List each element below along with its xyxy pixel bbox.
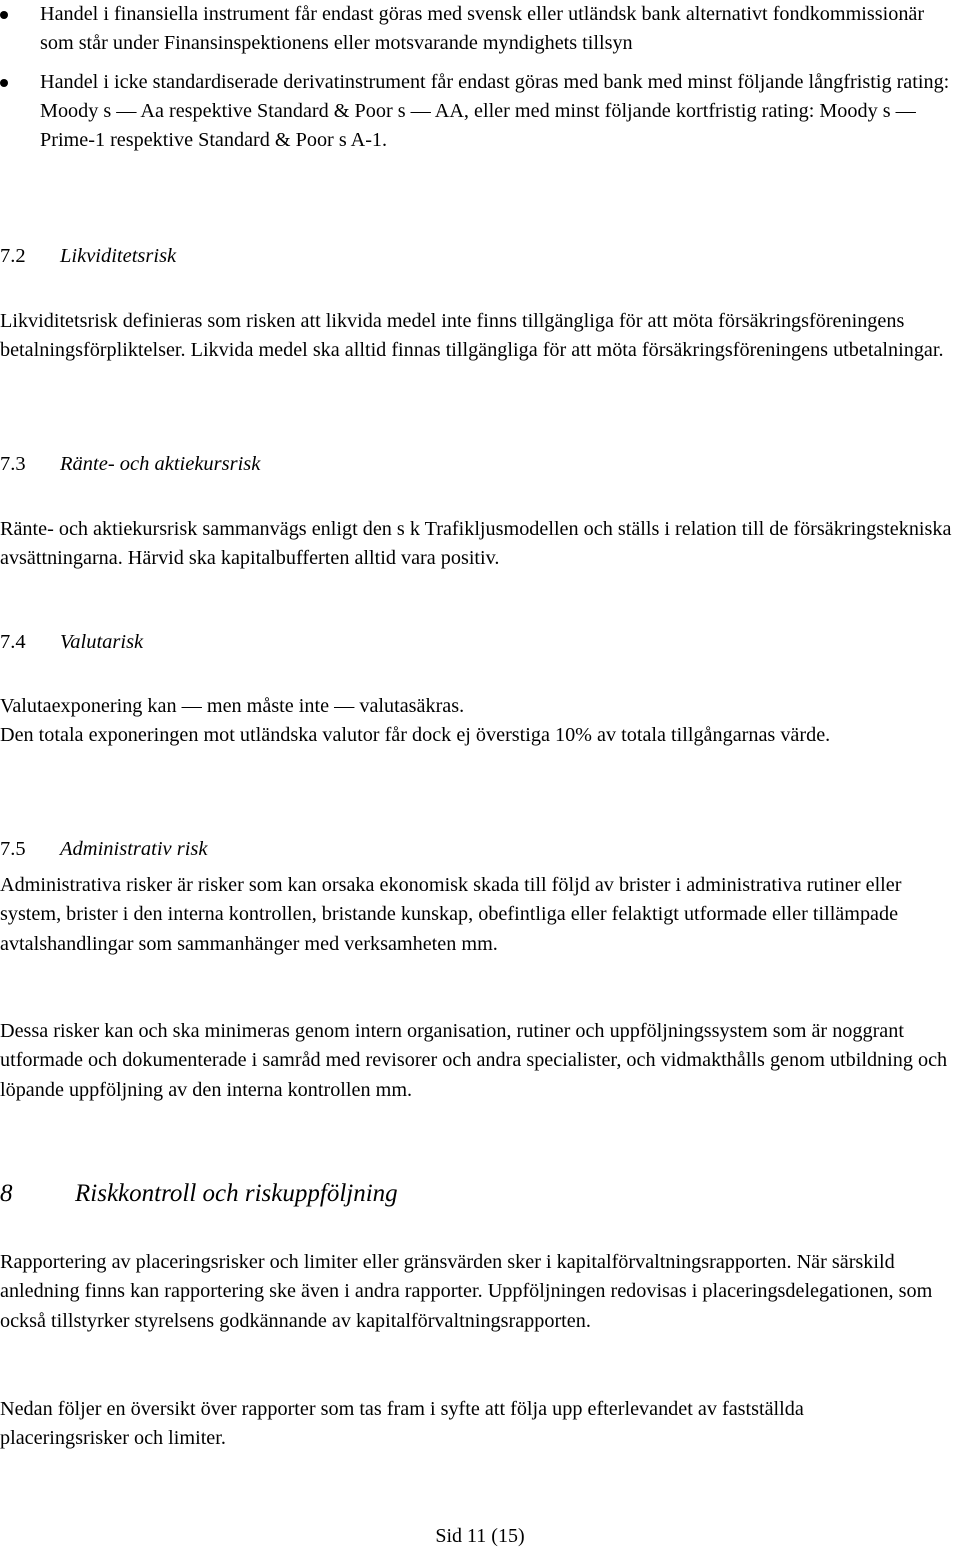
section-paragraph: Ränte- och aktiekursrisk sammanvägs enligt den s k Trafikljusmodellen och ställs i relation till de försäkringstekniska avsättningarna. Härvid ska kapitalbufferten alltid vara positiv. — [0, 518, 952, 570]
chapter-title: Riskkontroll och riskuppföljning — [75, 1180, 398, 1207]
section-number: 7.5 — [0, 838, 26, 860]
section-paragraph: Administrativa risker är risker som kan orsaka ekonomisk skada till följd av brister i administrativa rutiner eller system, brister i den interna kontrollen, bristande kunskap, obefintliga eller felaktigt utformade eller tillämpade avtalshandlingar som sammanhänger med verksamheten mm. — [0, 874, 902, 955]
bullet-item — [0, 68, 958, 156]
bullet-list — [0, 0, 960, 155]
chapter-number: 8 — [0, 1180, 13, 1207]
section-number: 7.2 — [0, 245, 26, 267]
section-title: Administrativ risk — [60, 838, 208, 860]
bullet-text: Handel i finansiella instrument får endast göras med svensk eller utländsk bank alternativt fondkommissionär som står under Finansinspektionens eller motsvarande myndighets tillsyn — [40, 3, 925, 55]
section-paragraph: Rapportering av placeringsrisker och limiter eller gränsvärden sker i kapitalförvaltningsrapporten. När särskild anledning finns kan rapportering ske även i andra rapporter. Uppföljningen redovisas i placeringsdelegationen, som också tillstyrker styrelsens godkännande av kapitalförvaltningsrapporten. — [0, 1251, 933, 1332]
section-heading-7-3 — [0, 450, 955, 479]
section-line: Valutaexponering kan — men måste inte — valutasäkras. — [0, 695, 465, 717]
section-heading-7-5 — [0, 835, 955, 864]
section-heading-7-4 — [0, 628, 955, 657]
bullet-text: Handel i icke standardiserade derivatinstrument får endast göras med bank med minst följande långfristig rating: Moody s — Aa respektive Standard & Poor s — AA, eller med minst följande kortfristig rating: Moody s — Prime-1 respektive Standard & Poor s A-1. — [40, 70, 950, 152]
section-paragraph: Likviditetsrisk definieras som risken att likvida medel inte finns tillgängliga för att möta försäkringsföreningens betalningsförpliktelser. Likvida medel ska alltid finnas tillgängliga för att möta försäkringsföreningens utbetalningar. — [0, 310, 944, 362]
bullet-icon — [0, 79, 8, 87]
bullet-icon — [0, 11, 8, 19]
section-paragraph: Nedan följer en översikt över rapporter som tas fram i syfte att följa upp efterlevandet av fastställda placeringsrisker och limiter. — [0, 1398, 804, 1450]
section-heading-7-2 — [0, 242, 955, 271]
section-title: Valutarisk — [60, 631, 144, 653]
bullet-item — [0, 0, 958, 59]
chapter-heading-8 — [0, 1179, 955, 1208]
section-title: Ränte- och aktiekursrisk — [60, 453, 261, 475]
section-title: Likviditetsrisk — [60, 245, 177, 267]
section-number: 7.4 — [0, 631, 26, 653]
section-paragraph: Den totala exponeringen mot utländska valutor får dock ej överstiga 10% av totala tillgångarnas värde. — [0, 724, 831, 746]
page-number: Sid 11 (15) — [435, 1525, 525, 1547]
section-paragraph: Dessa risker kan och ska minimeras genom intern organisation, rutiner och uppföljningssystem som är noggrant utformade och dokumenterade i samråd med revisorer och andra specialister, och vidmakthålls genom utbildning och löpande uppföljning av den interna kontrollen mm. — [0, 1020, 948, 1101]
section-number: 7.3 — [0, 453, 26, 475]
